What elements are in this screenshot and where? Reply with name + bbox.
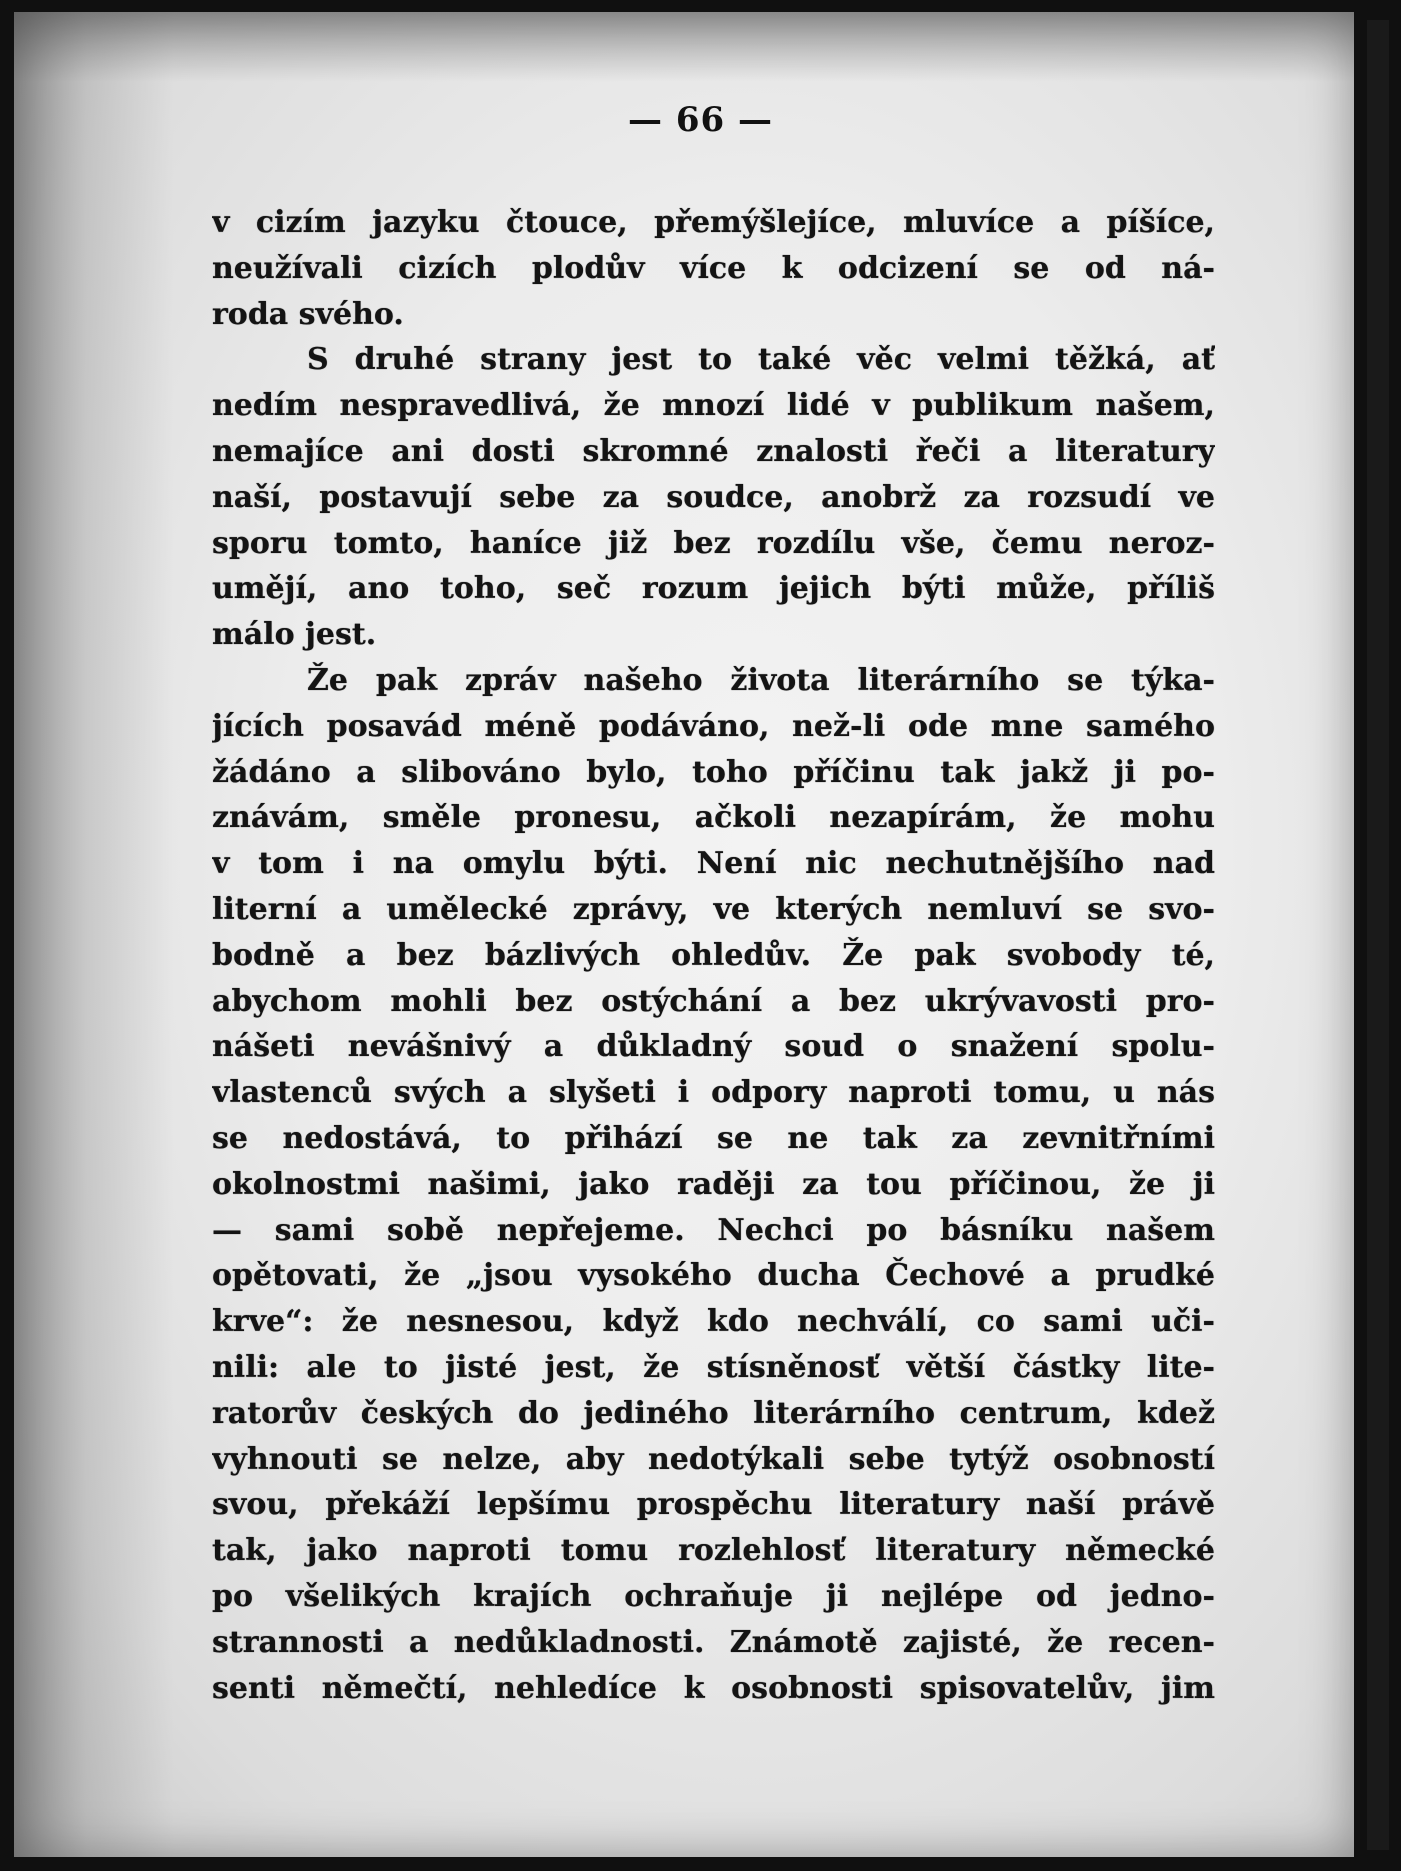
text-line: — sami sobě nepřejeme. Nechci po básníku našem — [212, 1212, 1215, 1248]
body-text — [212, 200, 1215, 1711]
text-line: svou, překáží lepšímu prospěchu literatury naší právě — [212, 1487, 1215, 1523]
text-line: v cizím jazyku čtouce, přemýšlejíce, mluvíce a píšíce, — [212, 205, 1215, 240]
text-line: strannosti a nedůkladnosti. Známotě zajisté, že recen- — [212, 1624, 1215, 1660]
text-line: okolnostmi našimi, jako raději za tou příčinou, že ji — [212, 1166, 1215, 1202]
text-line: roda svého. — [212, 296, 404, 332]
text-line: vyhnouti se nelze, aby nedotýkali sebe tytýž osobností — [212, 1441, 1215, 1477]
text-line: umějí, ano toho, seč rozum jejich býti může, příliš — [212, 571, 1215, 607]
text-line: po všelikých krajích ochraňuje ji nejlépe od jedno- — [212, 1578, 1215, 1614]
text-line: nášeti nevášnivý a důkladný soud o snažení spolu- — [212, 1029, 1215, 1065]
text-line: málo jest. — [212, 617, 377, 653]
text-line: sporu tomto, haníce již bez rozdílu vše, čemu neroz- — [212, 525, 1215, 561]
text-line: se nedostává, to přihází se ne tak za zevnitřními — [212, 1120, 1215, 1156]
scan-edge-shadow — [1367, 20, 1389, 1850]
text-line: ratorův českých do jediného literárního centrum, kdež — [212, 1395, 1215, 1431]
text-line: vlastenců svých a slyšeti i odpory naproti tomu, u nás — [212, 1075, 1215, 1111]
text-line: nili: ale to jisté jest, že stísněnosť větší částky lite- — [212, 1349, 1215, 1385]
text-line: nemajíce ani dosti skromné znalosti řeči a literatury — [212, 433, 1215, 469]
text-line: v tom i na omylu býti. Není nic nechutnějšího nad — [212, 846, 1215, 882]
text-line: žádáno a slibováno bylo, toho příčinu tak jakž ji po- — [212, 754, 1215, 790]
text-line: nedím nespravedlivá, že mnozí lidé v publikum našem, — [212, 388, 1215, 424]
text-line: tak, jako naproti tomu rozlehlosť literatury německé — [212, 1533, 1215, 1569]
page-number: — 66 — — [628, 100, 773, 140]
text-line: jících posavád méně podáváno, než-li ode mne samého — [212, 708, 1215, 744]
text-line: neužívali cizích plodův více k odcizení se od ná- — [212, 250, 1215, 286]
text-line: krve“: že nesnesou, když kdo nechválí, co sami uči- — [212, 1304, 1215, 1340]
text-line: opětovati, že „jsou vysokého ducha Čechové a prudké — [212, 1258, 1215, 1294]
text-line: bodně a bez bázlivých ohledův. Že pak svobody té, — [212, 937, 1215, 973]
text-line: literní a umělecké zprávy, ve kterých nemluví se svo- — [212, 891, 1215, 927]
text-line: S druhé strany jest to také věc velmi těžká, ať — [307, 342, 1215, 378]
text-line: naší, postavují sebe za soudce, anobrž za rozsudí ve — [212, 479, 1215, 515]
text-line: abychom mohli bez ostýchání a bez ukrývavosti pro- — [212, 983, 1215, 1019]
text-line: znávám, směle pronesu, ačkoli nezapírám, že mohu — [212, 800, 1215, 836]
text-line: Že pak zpráv našeho života literárního se týka- — [307, 662, 1215, 698]
text-line: senti němečtí, nehledíce k osobnosti spisovatelův, jim — [212, 1670, 1215, 1706]
